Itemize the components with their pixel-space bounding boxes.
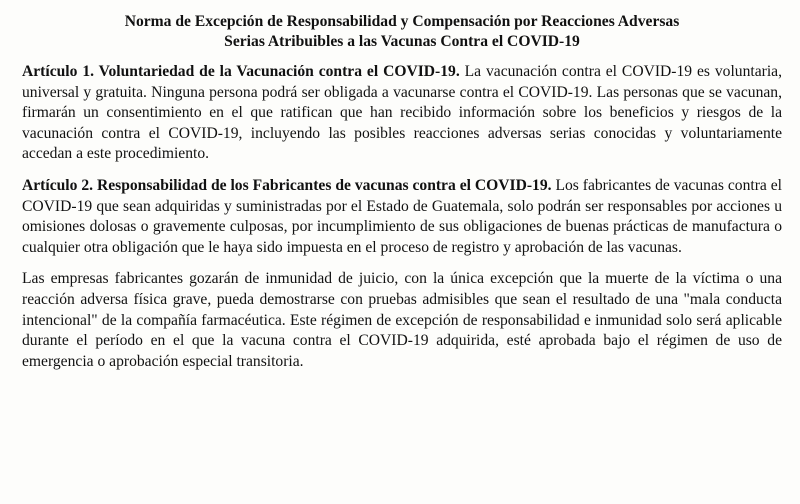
article-2-heading: Artículo 2. Responsabilidad de los Fabricantes de vacunas contra el COVID-19. (22, 176, 552, 194)
article-2 (22, 176, 782, 258)
closing-paragraph: Las empresas fabricantes gozarán de inmunidad de juicio, con la única excepción que la muerte de la víctima o una reacción adversa física grave, pueda demostrarse con pruebas admisibles que sean el resultado de una "mala conducta intencional" de la compañía farmacéutica. Este régimen de excepción de responsabilidad e inmunidad solo será aplicable durante el período en el que la vacuna contra el COVID-19 adquirida, esté aprobada bajo el régimen de uso de emergencia o aprobación especial transitoria. (22, 270, 782, 370)
title-line-2: Serias Atribuibles a las Vacunas Contra el COVID-19 (224, 33, 580, 50)
document-title (22, 12, 782, 52)
article-2-body: Los fabricantes de vacunas contra el COVID-19 que sean adquiridas y suministradas por el Estado de Guatemala, solo podrán ser responsables por acciones u omisiones dolosas o gravemente culposas, por incumplimiento de sus obligaciones de buenas prácticas de manufactura o cualquier otra obligación que le haya sido impuesta en el proceso de registro y aprobación de las vacunas. (22, 176, 782, 256)
article-1-heading: Artículo 1. Voluntariedad de la Vacunación contra el COVID-19. (22, 63, 460, 80)
article-1 (22, 62, 782, 165)
article-1-body: La vacunación contra el COVID-19 es voluntaria, universal y gratuita. Ninguna persona podrá ser obligada a vacunarse contra el COVID-19. Las personas que se vacunan, firmarán un consentimiento en el que ratifican que han recibido información sobre los beneficios y riesgos de la vacunación contra el COVID-19, incluyendo las posibles reacciones adversas serias conocidas y voluntariamente accedan a este procedimiento. (22, 63, 782, 163)
title-line-1: Norma de Excepción de Responsabilidad y Compensación por Reacciones Adversas (124, 13, 680, 30)
